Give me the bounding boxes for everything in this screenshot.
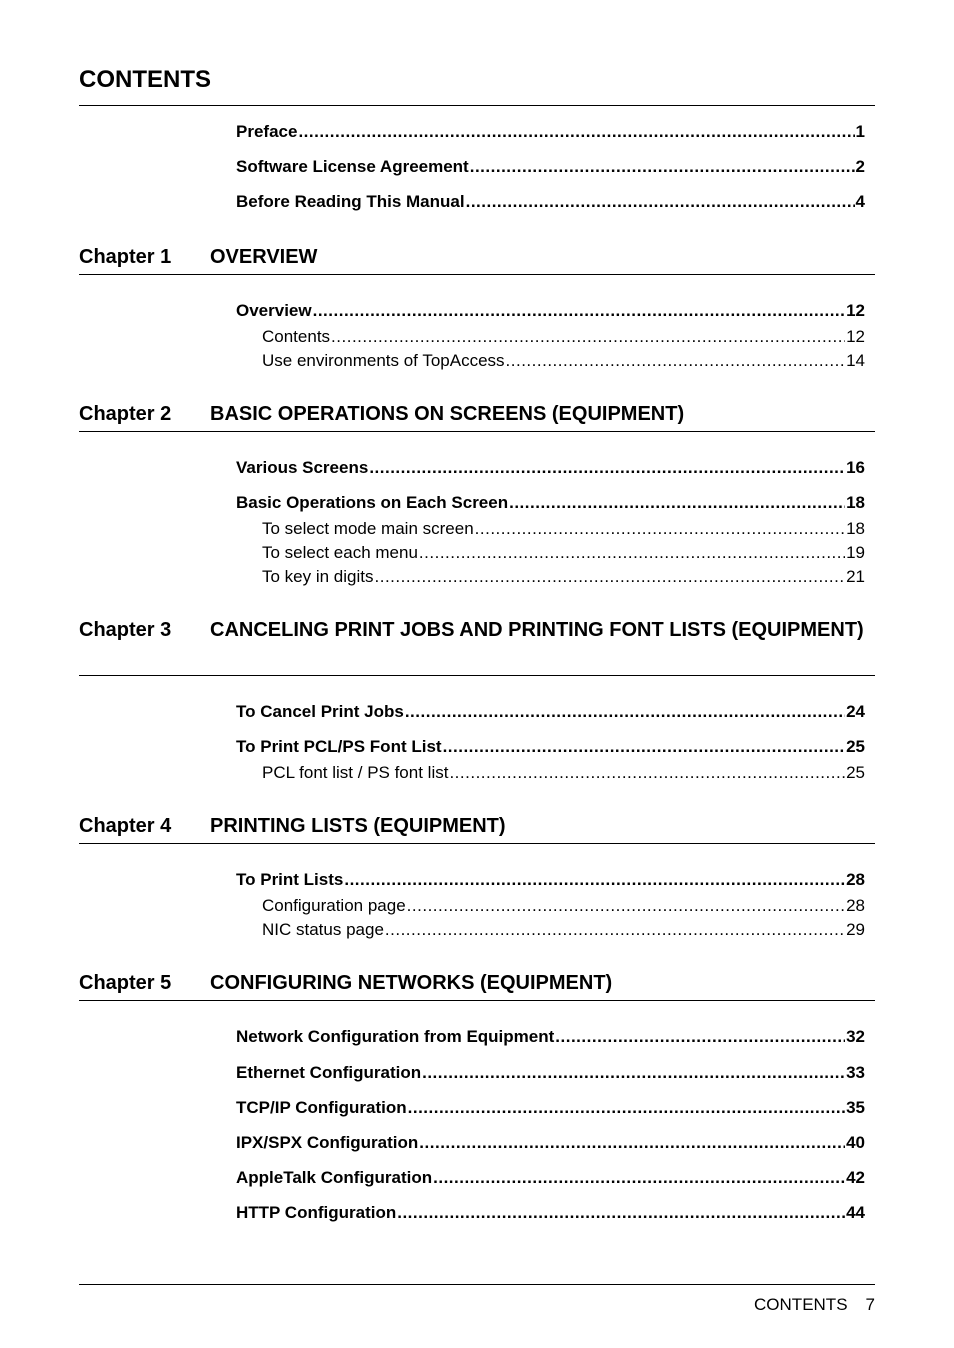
toc-entry-label: To Cancel Print Jobs	[236, 702, 404, 721]
dot-leader	[407, 896, 845, 916]
toc-entry-label: IPX/SPX Configuration	[236, 1133, 419, 1152]
toc-subentry-use-environments[interactable]	[262, 351, 865, 371]
chapter-title: CANCELING PRINT JOBS AND PRINTING FONT LISTS (EQUIPMENT)	[210, 619, 864, 641]
toc-entry-basic-operations[interactable]	[236, 493, 865, 513]
chapter-number: Chapter 2	[79, 403, 172, 425]
toc-entry-print-lists[interactable]	[236, 870, 865, 890]
toc-entry-label: AppleTalk Configuration	[236, 1168, 433, 1187]
toc-page-number: 35	[846, 1098, 865, 1117]
chapter-title: CONFIGURING NETWORKS (EQUIPMENT)	[210, 972, 613, 994]
chapter-title: BASIC OPERATIONS ON SCREENS (EQUIPMENT)	[210, 403, 685, 425]
toc-entry-label: Network Configuration from Equipment	[236, 1027, 555, 1046]
toc-entry-appletalk-configuration[interactable]	[236, 1168, 865, 1188]
toc-page-number: 25	[846, 763, 865, 782]
dot-leader	[443, 737, 846, 757]
dot-leader	[385, 920, 845, 940]
chapter-number: Chapter 4	[79, 815, 172, 837]
toc-page-number: 42	[846, 1168, 865, 1187]
footer-page-number: 7	[865, 1295, 875, 1314]
toc-entry-software-license-agreement[interactable]	[236, 157, 865, 177]
toc-page-number: 16	[846, 458, 865, 477]
chapter-number: Chapter 5	[79, 972, 172, 994]
toc-entry-preface[interactable]	[236, 122, 865, 142]
footer-rule	[79, 1284, 875, 1285]
toc-subentry-pcl-ps-font-list[interactable]	[262, 763, 865, 783]
toc-entry-tcpip-configuration[interactable]	[236, 1098, 865, 1118]
toc-entry-label: To Print Lists	[236, 870, 344, 889]
toc-entry-label: Before Reading This Manual	[236, 192, 465, 211]
dot-leader	[397, 1203, 845, 1223]
toc-page-number: 12	[846, 327, 865, 346]
toc-page-number: 28	[846, 870, 865, 889]
page-footer	[754, 1295, 875, 1315]
toc-entry-ipxspx-configuration[interactable]	[236, 1133, 865, 1153]
chapter-rule	[79, 843, 875, 844]
dot-leader	[419, 543, 845, 563]
toc-page-number: 32	[846, 1027, 865, 1046]
dot-leader	[419, 1133, 845, 1153]
toc-entry-before-reading[interactable]	[236, 192, 865, 212]
toc-entry-label: Contents	[262, 327, 331, 346]
toc-page-number: 40	[846, 1133, 865, 1152]
dot-leader	[506, 351, 846, 371]
dot-leader	[555, 1027, 845, 1047]
toc-subentry-select-each-menu[interactable]	[262, 543, 865, 563]
chapter-rule	[79, 1000, 875, 1001]
toc-page-number: 18	[846, 493, 865, 512]
toc-page-number: 12	[846, 301, 865, 320]
toc-entry-label: HTTP Configuration	[236, 1203, 397, 1222]
toc-entry-label: Preface	[236, 122, 298, 141]
toc-page-number: 1	[855, 122, 865, 141]
chapter-title: OVERVIEW	[210, 246, 318, 268]
dot-leader	[509, 493, 845, 513]
toc-page-number: 2	[855, 157, 865, 176]
toc-page-number: 44	[846, 1203, 865, 1222]
chapter-rule	[79, 431, 875, 432]
toc-page-number: 4	[855, 192, 865, 211]
chapter-number: Chapter 3	[79, 619, 172, 641]
dot-leader	[331, 327, 845, 347]
toc-page-number: 24	[846, 702, 865, 721]
toc-page-number: 33	[846, 1063, 865, 1082]
toc-subentry-configuration-page[interactable]	[262, 896, 865, 916]
dot-leader	[470, 157, 855, 177]
toc-entry-overview[interactable]	[236, 301, 865, 321]
toc-entry-label: To key in digits	[262, 567, 374, 586]
chapter-title: PRINTING LISTS (EQUIPMENT)	[210, 815, 506, 837]
dot-leader	[475, 519, 845, 539]
dot-leader	[449, 763, 845, 783]
toc-entry-label: Ethernet Configuration	[236, 1063, 422, 1082]
toc-entry-label: To select mode main screen	[262, 519, 474, 538]
dot-leader	[375, 567, 846, 587]
chapter-rule	[79, 675, 875, 676]
page-title: CONTENTS	[79, 66, 211, 93]
toc-subentry-key-in-digits[interactable]	[262, 567, 865, 587]
footer-label: CONTENTS	[754, 1295, 848, 1314]
dot-leader	[466, 192, 855, 212]
dot-leader	[408, 1098, 845, 1118]
dot-leader	[298, 122, 854, 142]
toc-entry-ethernet-configuration[interactable]	[236, 1063, 865, 1083]
dot-leader	[433, 1168, 845, 1188]
toc-entry-label: To Print PCL/PS Font List	[236, 737, 442, 756]
toc-entry-network-configuration[interactable]	[236, 1027, 865, 1047]
toc-page-number: 18	[846, 519, 865, 538]
toc-entry-various-screens[interactable]	[236, 458, 865, 478]
dot-leader	[344, 870, 845, 890]
toc-entry-label: Software License Agreement	[236, 157, 469, 176]
toc-subentry-contents[interactable]	[262, 327, 865, 347]
toc-entry-label: PCL font list / PS font list	[262, 763, 449, 782]
toc-entry-label: Various Screens	[236, 458, 369, 477]
title-rule	[79, 105, 875, 106]
toc-entry-label: To select each menu	[262, 543, 418, 562]
toc-page-number: 25	[846, 737, 865, 756]
toc-page-number: 19	[846, 543, 865, 562]
toc-subentry-select-mode-main-screen[interactable]	[262, 519, 865, 539]
chapter-number: Chapter 1	[79, 246, 172, 268]
chapter-rule	[79, 274, 875, 275]
toc-page-number: 28	[846, 896, 865, 915]
toc-entry-label: NIC status page	[262, 920, 384, 939]
toc-subentry-nic-status-page[interactable]	[262, 920, 865, 940]
toc-page-number: 29	[846, 920, 865, 939]
toc-entry-label: Use environments of TopAccess	[262, 351, 505, 370]
toc-page-number: 14	[846, 351, 865, 370]
dot-leader	[422, 1063, 845, 1083]
toc-entry-label: Configuration page	[262, 896, 406, 915]
dot-leader	[313, 301, 845, 321]
toc-entry-cancel-print-jobs[interactable]	[236, 702, 865, 722]
toc-entry-label: Basic Operations on Each Screen	[236, 493, 509, 512]
toc-entry-print-font-list[interactable]	[236, 737, 865, 757]
toc-entry-label: Overview	[236, 301, 312, 320]
toc-page-number: 21	[846, 567, 865, 586]
dot-leader	[369, 458, 845, 478]
toc-entry-http-configuration[interactable]	[236, 1203, 865, 1223]
dot-leader	[405, 702, 845, 722]
toc-entry-label: TCP/IP Configuration	[236, 1098, 407, 1117]
